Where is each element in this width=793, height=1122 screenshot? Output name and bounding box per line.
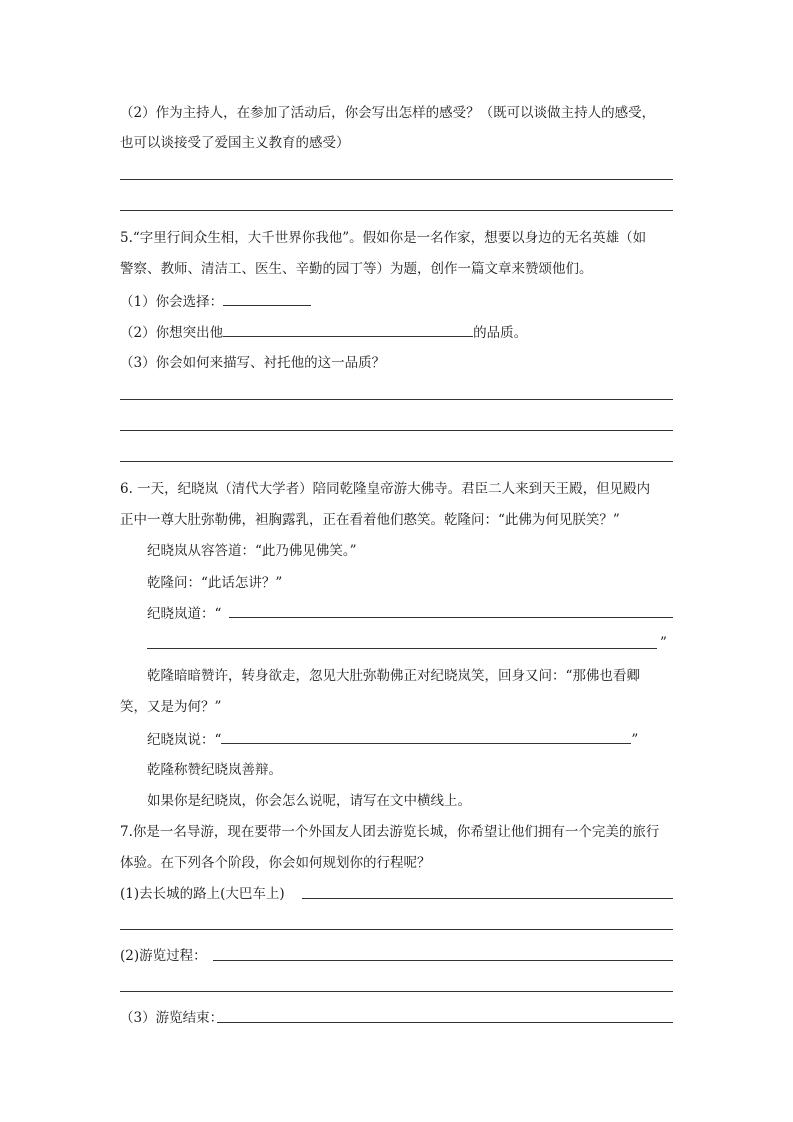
q5-line1: 5.“字里行间众生相，大千世界你我他”。假如你是一名作家，想要以身边的无名英雄（如 — [120, 230, 647, 246]
q6-line1: 6. 一天，纪晓岚（清代大学者）陪同乾隆皇帝游大佛寺。君臣二人来到天王殿，但见殿内 — [120, 481, 651, 497]
answer-blank[interactable] — [217, 1022, 673, 1023]
q7-sub3: （3）游览结束： — [120, 1010, 224, 1026]
q6-line8 — [147, 729, 638, 750]
q5-sub3: （3）你会如何来描写、衬托他的这一品质？ — [120, 355, 386, 371]
q5-sub2-suffix: 的品质。 — [473, 325, 528, 341]
answer-line[interactable] — [120, 991, 673, 992]
answer-blank[interactable] — [229, 617, 673, 618]
answer-blank[interactable] — [221, 729, 631, 744]
q4-sub2-line2: 也可以谈接受了爱国主义教育的感受） — [120, 135, 350, 151]
answer-line[interactable] — [120, 210, 673, 211]
q7-sub2: (2)游览过程： — [120, 948, 207, 964]
answer-blank[interactable] — [223, 322, 473, 337]
answer-line[interactable] — [120, 430, 673, 431]
q7-sub1: (1)去长城的路上(大巴车上) — [120, 886, 285, 902]
q5-sub2-prefix: （2）你想突出他 — [120, 325, 224, 341]
q6-line7: 笑，又是为何？” — [120, 699, 222, 715]
q6-line4: 乾隆问：“此话怎讲？” — [147, 575, 283, 591]
q7-line2: 体验。在下列各个阶段，你会如何规划你的行程呢？ — [120, 855, 431, 871]
answer-line[interactable] — [120, 929, 673, 930]
q6-line6: 乾隆暗暗赞许，转身欲走，忽见大肚弥勒佛正对纪晓岚笑，回身又问：“那佛也看卿 — [147, 668, 640, 684]
q6-line9: 乾隆称赞纪晓岚善辩。 — [147, 762, 282, 778]
q5-sub1-label: （1）你会选择： — [120, 294, 224, 310]
answer-line[interactable] — [120, 399, 673, 400]
q5-sub1 — [120, 291, 311, 312]
answer-blank[interactable] — [223, 291, 311, 306]
q5-sub2 — [120, 322, 527, 343]
answer-line[interactable] — [120, 179, 673, 180]
q6-line2: 正中一尊大肚弥勒佛，袒胸露乳，正在看着他们憨笑。乾隆问：“此佛为何见朕笑？” — [120, 512, 620, 528]
answer-line[interactable] — [120, 461, 673, 462]
q6-line5: 纪晓岚道：“ — [147, 606, 222, 622]
q6-line3: 纪晓岚从容答道：“此乃佛见佛笑。” — [147, 543, 357, 559]
q7-line1: 7.你是一名导游，现在要带一个外国友人团去游览长城，你希望让他们拥有一个完美的旅行 — [120, 824, 660, 840]
q6-line10: 如果你是纪晓岚，你会怎么说呢，请写在文中横线上。 — [147, 793, 471, 809]
q6-close-quote: ” — [660, 635, 667, 651]
answer-blank[interactable] — [213, 960, 673, 961]
q4-sub2-line1: （2）作为主持人，在参加了活动后，你会写出怎样的感受？（既可以谈做主持人的感受， — [120, 105, 656, 121]
q6-line8-suffix: ” — [631, 732, 639, 748]
q6-line8-prefix: 纪晓岚说：“ — [147, 732, 222, 748]
answer-blank[interactable] — [147, 648, 657, 649]
answer-blank[interactable] — [302, 898, 673, 899]
q5-line2: 警察、教师、清洁工、医生、辛勤的园丁等）为题，创作一篇文章来赞颂他们。 — [120, 261, 593, 277]
